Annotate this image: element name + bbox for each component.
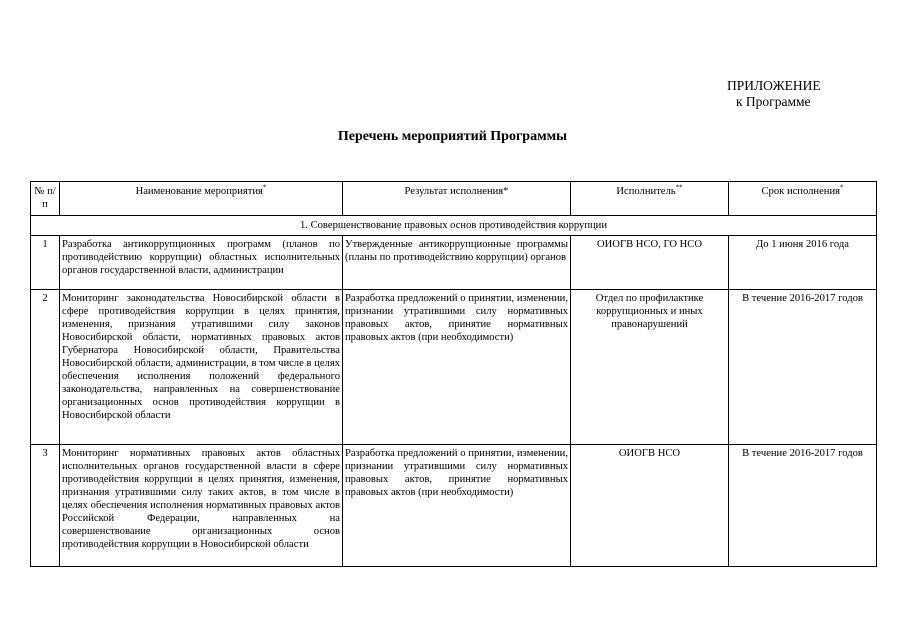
appendix-title: ПРИЛОЖЕНИЕ	[727, 78, 821, 93]
document-title: Перечень мероприятий Программы	[337, 129, 568, 144]
header-executor-footnote: **	[675, 183, 683, 192]
row-term: В течение 2016-2017 годов	[729, 290, 877, 445]
header-num: № п/п	[31, 182, 60, 216]
header-result: Результат исполнения*	[343, 182, 571, 216]
appendix-subtitle: к Программе	[736, 94, 811, 109]
table-row	[31, 236, 877, 290]
row-number: 1	[31, 236, 60, 290]
row-number: 3	[31, 445, 60, 567]
measures-table	[30, 181, 877, 567]
table-row	[31, 445, 877, 567]
row-name: Мониторинг законодательства Новосибирской области в сфере противодействия коррупции в целях принятия, изменения, признания утратившими силу законов Новосибирской области, нормативных правовых актов Губернатора Новосибирской области, Правительства Новосибирской области, администрации, в том числе в целях обеспечения исполнения положений федерального законодательства, направленных на совершенствование организационных основ противодействия коррупции в Новосибирской области	[60, 290, 343, 445]
row-result: Разработка предложений о принятии, изменении, признании утратившими силу нормативных правовых актов, принятие нормативных правовых актов (при необходимости)	[343, 445, 571, 567]
row-name: Разработка антикоррупционных программ (планов по противодействию коррупции) областных исполнительных органов государственной власти, администрации	[60, 236, 343, 290]
row-name: Мониторинг нормативных правовых актов областных исполнительных органов государственной власти в сфере противодействия коррупции в целях принятия, изменения, признания утратившими силу таких актов, в том числе в целях обеспечения исполнения нормативных правовых актов Российской Федерации, направленных на совершенствование организационных основ противодействия коррупции в Новосибирской области	[60, 445, 343, 567]
row-term: До 1 июня 2016 года	[729, 236, 877, 290]
row-result: Утвержденные антикоррупционные программы (планы по противодействию коррупции) органов	[343, 236, 571, 290]
row-executor: ОИОГВ НСО, ГО НСО	[571, 236, 729, 290]
table-header-row	[31, 182, 877, 216]
header-term	[729, 182, 877, 216]
row-executor: ОИОГВ НСО	[571, 445, 729, 567]
row-executor: Отдел по профилактике коррупционных и иных правонарушений	[571, 290, 729, 445]
appendix-label	[700, 78, 860, 110]
header-name-label: Наименование мероприятия	[135, 186, 263, 197]
section-row	[31, 216, 877, 236]
header-term-footnote: *	[840, 183, 844, 192]
header-name-footnote: *	[262, 183, 267, 192]
header-name	[60, 182, 343, 216]
section-title: 1. Совершенствование правовых основ противодействия коррупции	[31, 216, 877, 236]
table-row	[31, 290, 877, 445]
header-executor	[571, 182, 729, 216]
header-term-label: Срок исполнения	[761, 186, 841, 197]
row-number: 2	[31, 290, 60, 445]
row-result: Разработка предложений о принятии, изменении, признании утратившими силу нормативных правовых актов, принятие нормативных правовых актов (при необходимости)	[343, 290, 571, 445]
row-term: В течение 2016-2017 годов	[729, 445, 877, 567]
header-executor-label: Исполнитель	[616, 186, 676, 197]
